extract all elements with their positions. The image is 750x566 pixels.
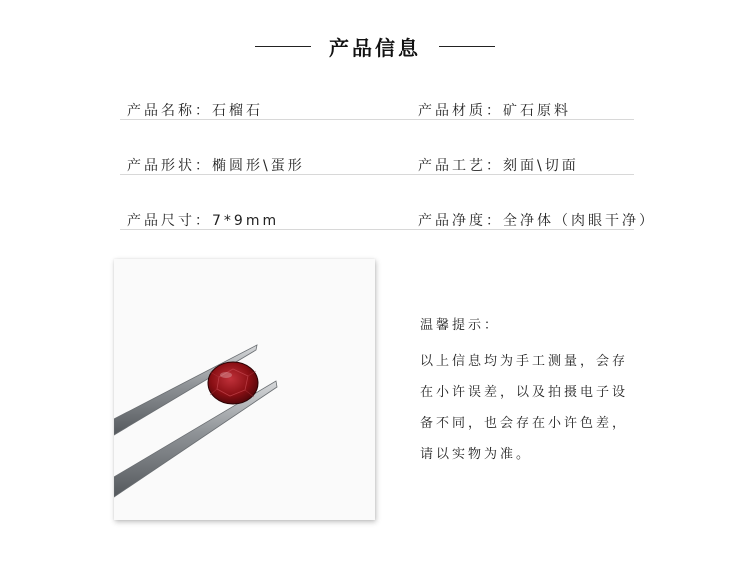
spec-product-clarity: 产品净度：全净体（肉眼干净）: [418, 213, 656, 229]
page-title: 产品信息: [329, 35, 421, 60]
tips-line: 请以实物为准。: [420, 447, 533, 462]
spec-product-name: 产品名称：石榴石: [127, 103, 263, 119]
spec-divider-3: [120, 229, 634, 230]
title-line-left: [255, 46, 311, 47]
tips-title: 温馨提示：: [420, 318, 501, 333]
tweezer-arm-lower: [114, 381, 277, 497]
spec-divider-2: [120, 174, 634, 175]
tips-line: 以上信息均为手工测量，会存: [420, 354, 629, 369]
title-line-right: [439, 46, 495, 47]
spec-product-craft: 产品工艺：刻面\切面: [418, 158, 579, 174]
gem-tweezers-illustration: [114, 259, 375, 520]
spec-product-material: 产品材质：矿石原料: [418, 103, 571, 119]
spec-product-size: 产品尺寸：7*9mm: [127, 213, 280, 229]
spec-divider-1: [120, 119, 634, 120]
spec-product-shape: 产品形状：椭圆形\蛋形: [127, 158, 305, 174]
tips-line: 备不同，也会存在小许色差，: [420, 416, 629, 431]
section-header: [0, 28, 750, 64]
garnet-gem: [208, 362, 258, 404]
tips-line: 在小许误差，以及拍摄电子设: [420, 385, 629, 400]
product-photo: [114, 259, 375, 520]
tips-panel: [420, 314, 740, 470]
